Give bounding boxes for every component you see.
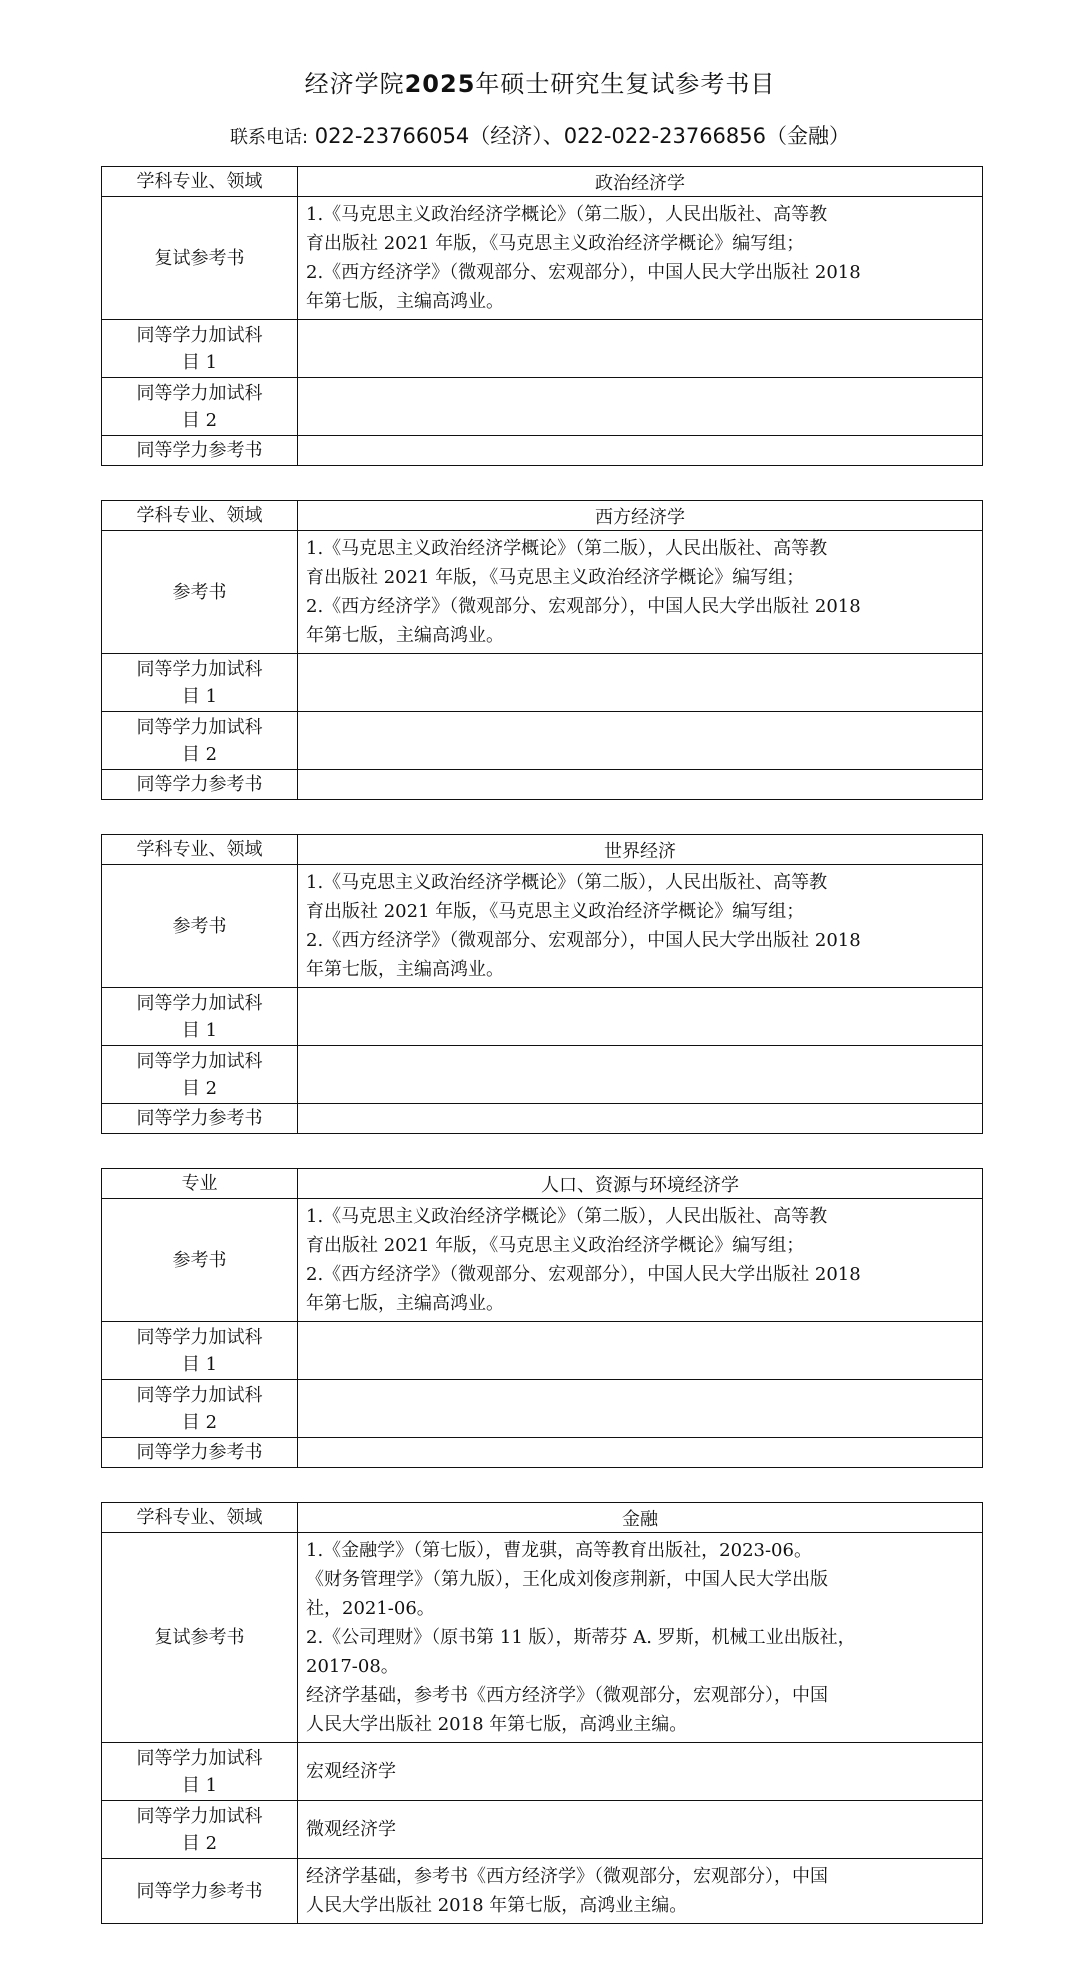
- equiv-ref-label: 同等学力参考书: [102, 1104, 298, 1134]
- contact-phones: 022-23766054（经济）、022-022-23766856（金融）: [314, 124, 851, 148]
- book-label-cell: 参考书: [102, 531, 298, 654]
- extra-subject-1-label: 同等学力加试科 目 1: [102, 320, 298, 378]
- extra-subject-1-label: 同等学力加试科 目 1: [102, 988, 298, 1046]
- table-finance: [101, 1502, 983, 1924]
- extra-subject-1-value: [298, 654, 983, 712]
- extra-subject-2-value: [298, 378, 983, 436]
- book-list-cell: 1.《马克思主义政治经济学概论》（第二版），人民出版社、高等教 育出版社 2021 年版，《马克思主义政治经济学概论》编写组； 2.《西方经济学》（微观部分、宏观部分），中国人民大学出版社 2018 年第七版，主编高鸿业。: [298, 1199, 983, 1322]
- extra-subject-1-label: 同等学力加试科 目 1: [102, 1322, 298, 1380]
- extra-subject-1-value: 宏观经济学: [298, 1743, 983, 1801]
- equiv-ref-value: [298, 1438, 983, 1468]
- major-cell: 金融: [298, 1503, 983, 1533]
- book-label-cell: 参考书: [102, 865, 298, 988]
- book-label-cell: 复试参考书: [102, 197, 298, 320]
- extra-subject-1-value: [298, 1322, 983, 1380]
- book-list-cell: 1.《金融学》（第七版），曹龙骐，高等教育出版社，2023-06。 《财务管理学》（第九版），王化成刘俊彦荆新，中国人民大学出版 社，2021-06。 2.《公司理财》（原书第 11 版），斯蒂芬 A. 罗斯，机械工业出版社， 2017-08。 经济学基础，参考书《西方经济学》（微观部分，宏观部分），中国 人民大学出版社 2018 年第七版，高鸿业主编。: [298, 1533, 983, 1743]
- contact-label: 联系电话:: [229, 127, 309, 148]
- equiv-ref-value: [298, 1104, 983, 1134]
- table-population-resource-env: [101, 1168, 983, 1468]
- header-label-cell: 学科专业、领域: [102, 835, 298, 865]
- book-label-cell: 复试参考书: [102, 1533, 298, 1743]
- extra-subject-1-label: 同等学力加试科 目 1: [102, 654, 298, 712]
- equiv-ref-label: 同等学力参考书: [102, 770, 298, 800]
- major-cell: 政治经济学: [298, 167, 983, 197]
- extra-subject-1-label: 同等学力加试科 目 1: [102, 1743, 298, 1801]
- header-label-cell: 专业: [102, 1169, 298, 1199]
- extra-subject-2-value: [298, 1380, 983, 1438]
- table-western-economics: [101, 500, 983, 800]
- extra-subject-2-value: [298, 712, 983, 770]
- header-label-cell: 学科专业、领域: [102, 501, 298, 531]
- extra-subject-2-label: 同等学力加试科 目 2: [102, 1046, 298, 1104]
- equiv-ref-value: [298, 436, 983, 466]
- page-title: 经济学院2025年硕士研究生复试参考书目: [304, 70, 776, 98]
- extra-subject-2-label: 同等学力加试科 目 2: [102, 1380, 298, 1438]
- contact-line: [0, 120, 1080, 150]
- extra-subject-1-value: [298, 320, 983, 378]
- extra-subject-2-value: [298, 1046, 983, 1104]
- major-cell: 人口、资源与环境经济学: [298, 1169, 983, 1199]
- table-political-economy: [101, 166, 983, 466]
- extra-subject-2-label: 同等学力加试科 目 2: [102, 1801, 298, 1859]
- extra-subject-2-label: 同等学力加试科 目 2: [102, 378, 298, 436]
- major-cell: 西方经济学: [298, 501, 983, 531]
- extra-subject-1-value: [298, 988, 983, 1046]
- major-cell: 世界经济: [298, 835, 983, 865]
- equiv-ref-label: 同等学力参考书: [102, 1438, 298, 1468]
- table-world-economy: [101, 834, 983, 1134]
- book-list-cell: 1.《马克思主义政治经济学概论》（第二版），人民出版社、高等教 育出版社 2021 年版，《马克思主义政治经济学概论》编写组； 2.《西方经济学》（微观部分、宏观部分），中国人民大学出版社 2018 年第七版，主编高鸿业。: [298, 865, 983, 988]
- book-label-cell: 参考书: [102, 1199, 298, 1322]
- equiv-ref-label: 同等学力参考书: [102, 1859, 298, 1924]
- extra-subject-2-label: 同等学力加试科 目 2: [102, 712, 298, 770]
- equiv-ref-value: 经济学基础，参考书《西方经济学》（微观部分，宏观部分），中国 人民大学出版社 2018 年第七版，高鸿业主编。: [298, 1859, 983, 1924]
- equiv-ref-value: [298, 770, 983, 800]
- header-label-cell: 学科专业、领域: [102, 1503, 298, 1533]
- extra-subject-2-value: 微观经济学: [298, 1801, 983, 1859]
- book-list-cell: 1.《马克思主义政治经济学概论》（第二版），人民出版社、高等教 育出版社 2021 年版，《马克思主义政治经济学概论》编写组； 2.《西方经济学》（微观部分、宏观部分），中国人民大学出版社 2018 年第七版，主编高鸿业。: [298, 531, 983, 654]
- equiv-ref-label: 同等学力参考书: [102, 436, 298, 466]
- header-label-cell: 学科专业、领域: [102, 167, 298, 197]
- book-list-cell: 1.《马克思主义政治经济学概论》（第二版），人民出版社、高等教 育出版社 2021 年版，《马克思主义政治经济学概论》编写组； 2.《西方经济学》（微观部分、宏观部分），中国人民大学出版社 2018 年第七版，主编高鸿业。: [298, 197, 983, 320]
